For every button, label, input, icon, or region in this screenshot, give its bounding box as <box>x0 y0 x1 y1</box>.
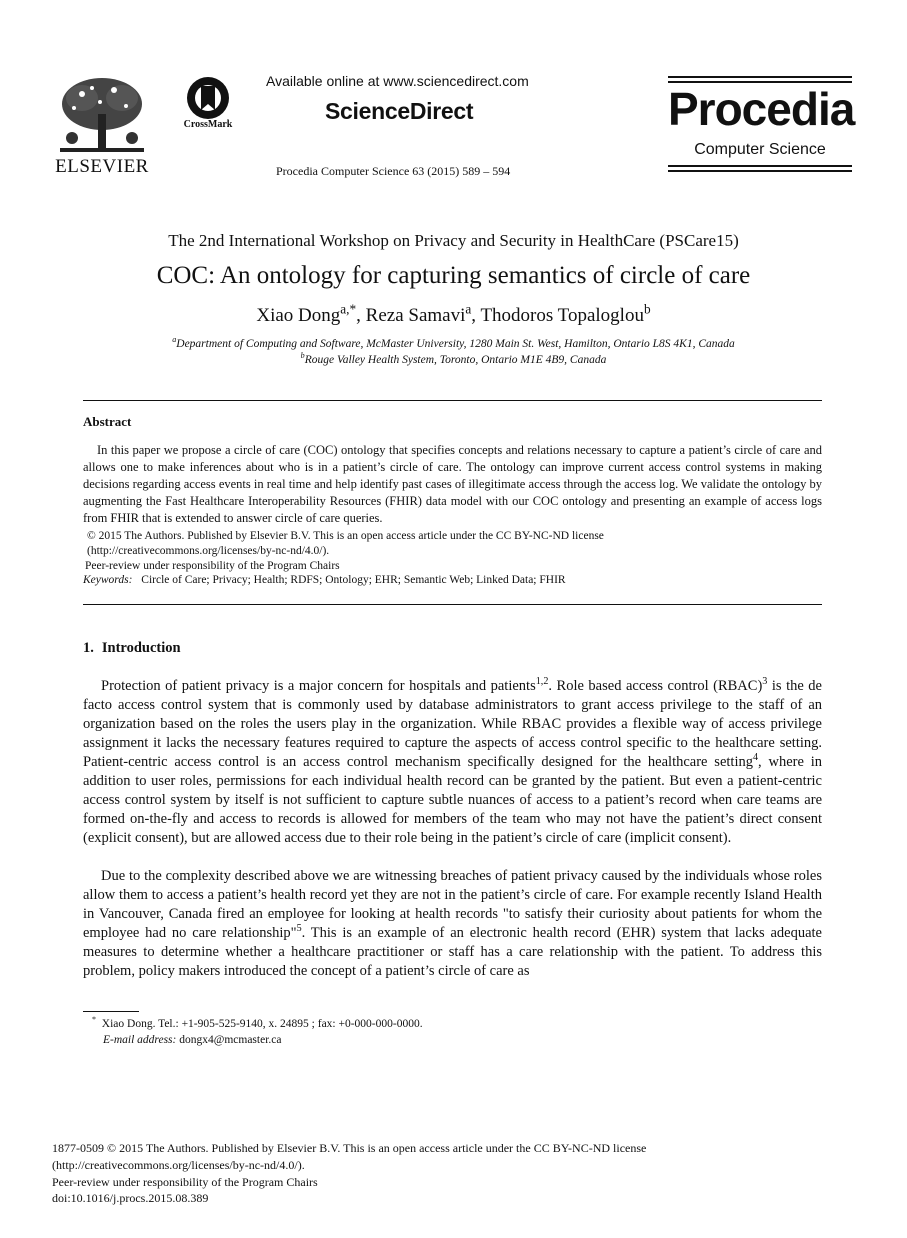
license-link[interactable]: (http://creativecommons.org/licenses/by-nc-nd/4.0/). <box>87 545 330 557</box>
author-affiliation-mark: a,* <box>340 301 357 317</box>
copyright-line: © 2015 The Authors. Published by Elsevier B.V. This is an open access article under the CC BY-NC-ND license <box>87 530 604 542</box>
section-number: 1. <box>83 640 94 656</box>
author-separator: , <box>356 305 366 326</box>
citation-mark[interactable]: 3 <box>762 676 768 688</box>
paragraph-text: is the de facto access control system that is commonly used by database administrators to grant access privilege to the staff of an organization based on the roles the users play in the organization. While RBAC provides a flexible way of access privilege assignment it lacks the necessary features required to capture the aspects of access control specific to the healthcare setting. Patient-centric access control is an access control mechanism specifically designed for the healthcare setting <box>83 678 822 770</box>
author-name: Reza Samavi <box>365 305 466 326</box>
footnote-rule <box>83 1011 139 1012</box>
publisher-name: ELSEVIER <box>55 156 149 177</box>
intro-paragraph-1 <box>83 677 822 848</box>
abstract-top-rule <box>83 400 822 401</box>
affiliation-text: Rouge Valley Health System, Toronto, Ontario M1E 4B9, Canada <box>304 354 607 366</box>
affiliation-b <box>0 351 907 366</box>
issn-copyright-line: 1877-0509 © 2015 The Authors. Published by Elsevier B.V. This is an open access article under the CC BY-NC-ND license <box>52 1141 647 1155</box>
citation-mark[interactable]: 5 <box>296 923 302 935</box>
paragraph-text: . This is an example of an electronic health record (EHR) system that lacks adequate measures to determine whether a healthcare practitioner or staff has a care relationship with the patient. To address this problem, policy makers introduced the concept of a patient’s circle of care as <box>83 925 822 979</box>
paragraph-text: Protection of patient privacy is a major concern for hospitals and patients <box>101 678 536 694</box>
procedia-bottom-rule-2 <box>668 170 852 172</box>
abstract-text: In this paper we propose a circle of care (COC) ontology that specifies concepts and relations necessary to capture a patient’s circle of care and allows one to make inferences about who is in a patient’s circle of care. The ontology can improve current access control systems in making decisions regarding access events in real time and help identify past cases of illegitimate access through the access log. We validate the ontology by augmenting the Fast Healthcare Interoperability Resources (FHIR) data model with our COC ontology and presenting an example of access logs from FHIR that is extended to answer circle of care queries. <box>83 443 822 525</box>
author-name: Thodoros Topaloglou <box>480 305 644 326</box>
bottom-license-link[interactable]: (http://creativecommons.org/licenses/by-nc-nd/4.0/). <box>52 1158 305 1172</box>
affiliation-mark: b <box>300 351 305 361</box>
affiliation-a <box>0 335 907 350</box>
author-name: Xiao Dong <box>256 305 341 326</box>
bottom-peer-review: Peer-review under responsibility of the Program Chairs <box>52 1175 318 1189</box>
author-separator: , <box>471 305 481 326</box>
intro-paragraph-2 <box>83 867 822 981</box>
paper-title: COC: An ontology for capturing semantics of circle of care <box>156 262 751 289</box>
email-label: E-mail address: <box>103 1034 177 1046</box>
keywords-label: Keywords: <box>83 574 133 586</box>
author-affiliation-mark: b <box>643 301 651 317</box>
crossmark-label: CrossMark <box>183 119 233 130</box>
peer-review-line: Peer-review under responsibility of the Program Chairs <box>85 560 340 572</box>
procedia-top-rule <box>668 76 852 78</box>
workshop-name: The 2nd International Workshop on Privacy and Security in HealthCare (PSCare15) <box>168 231 739 250</box>
author-affiliation-mark: a <box>465 301 472 317</box>
keywords-line <box>83 574 566 586</box>
procedia-bottom-rule <box>668 165 852 167</box>
affiliation-text: Department of Computing and Software, McMaster University, 1280 Main St. West, Hamilton, Ontario L8S 4K1, Canada <box>176 338 735 350</box>
section-title: Introduction <box>101 640 181 656</box>
citation-mark[interactable]: 1,2 <box>535 676 549 688</box>
footnote-mark: * <box>92 1015 97 1025</box>
procedia-subtitle: Computer Science <box>694 141 826 158</box>
affiliation-mark: a <box>172 335 177 345</box>
journal-citation: Procedia Computer Science 63 (2015) 589 – 594 <box>276 164 511 178</box>
abstract-bottom-rule <box>83 604 822 605</box>
abstract-heading: Abstract <box>83 414 132 429</box>
doi-link[interactable]: doi:10.1016/j.procs.2015.08.389 <box>52 1191 209 1205</box>
paragraph-text: Due to the complexity described above we are witnessing breaches of patient privacy caused by the individuals whose roles allow them to access a patient’s health record yet they are not in the patient’s circle of care. For example recently Island Health in Vancouver, Canada fired an employee for looking at health records "to satisfy their curiosity about patients for whom the employee had no care relationship" <box>83 868 822 941</box>
corresponding-author-footnote <box>92 1015 423 1030</box>
email-link[interactable]: dongx4@mcmaster.ca <box>179 1034 282 1046</box>
available-online-link[interactable]: Available online at www.sciencedirect.com <box>266 73 529 89</box>
paragraph-text: , where in addition to user roles, permissions for each individual health record can be granted by the patient. But even a patient-centric access control system by itself is not sufficient to capture subtle nuances of access to a patient’s record when care teams are formed on-the-fly and access to records is allowed for members of the team who may not have the patient’s direct consent (explicit consent), but are allowed access due to their role being in the patient’s circle of care (implicit consent). <box>83 754 823 846</box>
paragraph-text: . Role based access control (RBAC) <box>548 678 763 694</box>
sciencedirect-logo[interactable]: ScienceDirect <box>325 98 474 124</box>
footnote-contact: Xiao Dong. Tel.: +1-905-525-9140, x. 24895 ; fax: +0-000-000-0000. <box>101 1018 423 1030</box>
email-footnote <box>103 1034 281 1046</box>
keywords-list: Circle of Care; Privacy; Health; RDFS; Ontology; EHR; Semantic Web; Linked Data; FHIR <box>141 574 566 586</box>
author-list <box>0 301 907 327</box>
procedia-logo: Procedia <box>668 83 855 135</box>
section-heading-introduction <box>83 640 181 657</box>
citation-mark[interactable]: 4 <box>752 752 759 764</box>
